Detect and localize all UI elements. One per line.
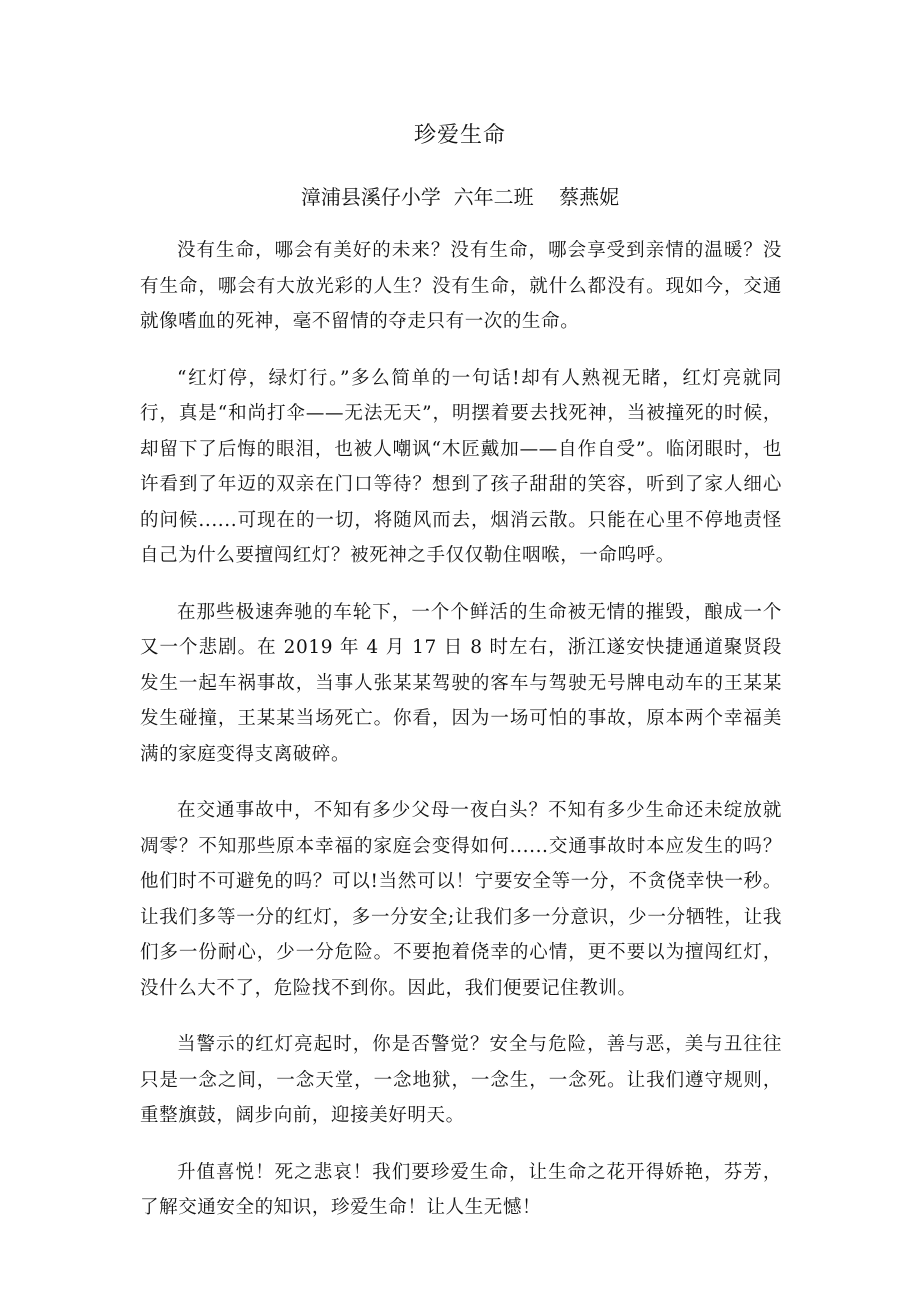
paragraph-2: “红灯停，绿灯行。”多么简单的一句话!却有人熟视无睹，红灯亮就同行，真是“和尚打伞——无法无天”，明摆着要去找死神，当被撞死的时候，却留下了后悔的眼泪，也被人嘲讽“木匠戴加——自作自受”。临闭眼时，也许看到了年迈的双亲在门口等待？想到了孩子甜甜的笑容，听到了家人细心的问候......可现在的一切，将随风而去，烟消云散。只能在心里不停地责怪自己为什么要擅闯红灯？被死神之手仅仅勒住咽喉，一命呜呼。 <box>140 367 782 566</box>
essay-body <box>140 233 782 1247</box>
paragraph-4: 在交通事故中，不知有多少父母一夜白头？不知有多少生命还未绽放就凋零？不知那些原本幸福的家庭会变得如何......交通事故时本应发生的吗？他们时不可避免的吗？可以!当然可以！宁要安全等一分，不贪侥幸快一秒。让我们多等一分的红灯，多一分安全;让我们多一分意识，少一分牺牲，让我们多一份耐心，少一分危险。不要抱着侥幸的心情，更不要以为擅闯红灯，没什么大不了，危险找不到你。因此，我们便要记住教训。 <box>140 800 782 999</box>
author-byline: 漳浦县溪仔小学 六年二班 蔡燕妮 <box>300 185 620 209</box>
paragraph-1: 没有生命，哪会有美好的未来？没有生命，哪会享受到亲情的温暖？没有生命，哪会有大放光彩的人生？没有生命，就什么都没有。现如今，交通就像嗜血的死神，毫不留情的夺走只有一次的生命。 <box>140 240 782 332</box>
page-title: 珍爱生命 <box>413 123 506 148</box>
paragraph-5: 当警示的红灯亮起时，你是否警觉？安全与危险，善与恶，美与丑往往只是一念之间，一念天堂，一念地狱，一念生，一念死。让我们遵守规则，重整旗鼓，阔步向前，迎接美好明天。 <box>140 1034 782 1126</box>
paragraph-6: 升值喜悦！死之悲哀！我们要珍爱生命，让生命之花开得娇艳，芬芳，了解交通安全的知识，珍爱生命！让人生无憾！ <box>140 1161 782 1218</box>
paragraph-3: 在那些极速奔驰的车轮下，一个个鲜活的生命被无情的摧毁，酿成一个又一个悲剧。在 2019 年 4 月 17 日 8 时左右，浙江遂安快捷通道聚贤段发生一起车祸事故，当事人张某某驾驶的客车与驾驶无号牌电动车的王某某发生碰撞，王某某当场死亡。你看，因为一场可怕的事故，原本两个幸福美满的家庭变得支离破碎。 <box>140 601 782 765</box>
